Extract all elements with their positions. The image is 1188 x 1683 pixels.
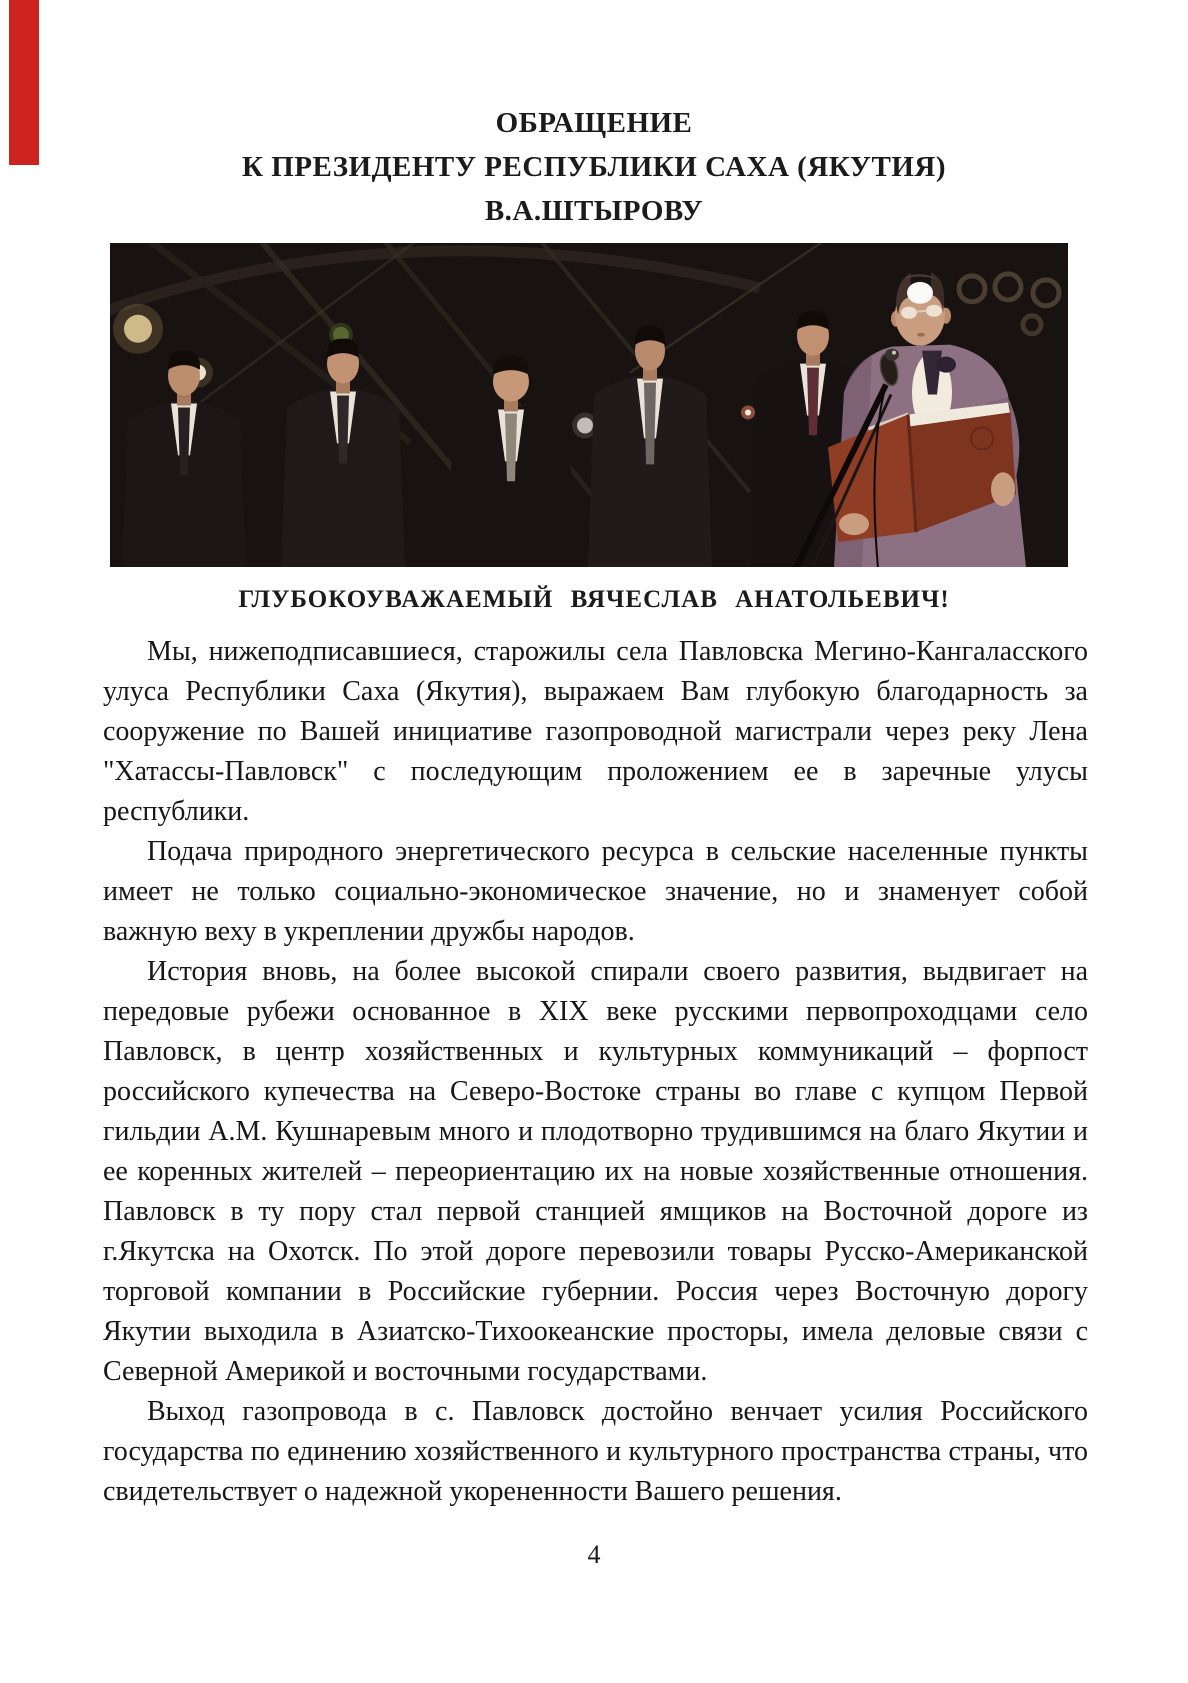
body-paragraph: Подача природного энергетического ресурса в сельские населенные пункты имеет не только социально-экономическое значение, но и знаменует собой важную веху в укреплении дружбы народов. — [103, 836, 1088, 947]
page-title — [0, 101, 1188, 233]
page-number: 4 — [587, 1540, 601, 1569]
letter-body — [103, 632, 1088, 1512]
hand — [839, 513, 869, 535]
glasses-glint — [901, 307, 917, 319]
title-line-1: ОБРАЩЕНИЕ — [495, 107, 693, 139]
salutation-heading: ГЛУБОКОУВАЖАЕМЫЙ ВЯЧЕСЛАВ АНАТОЛЬЕВИЧ! — [238, 586, 950, 613]
title-line-2: К ПРЕЗИДЕНТУ РЕСПУБЛИКИ САХА (ЯКУТИЯ) — [241, 151, 947, 183]
ceremony-photo — [110, 243, 1068, 567]
body-paragraph: Выход газопровода в с. Павловск достойно венчает усилия Российского государства по единению хозяйственного и культурного пространства страны, что свидетельствует о надежной укорененности Вашего решения. — [103, 1396, 1088, 1507]
flash-glare — [907, 282, 933, 304]
ceremony-photo-image — [110, 243, 1068, 567]
body-paragraph: Мы, нижеподписавшиеся, старожилы села Павловска Мегино-Кангаласского улуса Республики Саха (Якутия), выражаем Вам глубокую благодарность за сооружение по Вашей инициативе газопроводной магистрали через реку Лена "Хатассы-Павловск" с последующим проложением ее в заречные улусы республики. — [103, 636, 1088, 827]
hand — [991, 472, 1015, 506]
title-line-3: В.А.ШТЫРОВУ — [484, 195, 704, 227]
body-paragraph: История вновь, на более высокой спирали своего развития, выдвигает на передовые рубежи основанное в XIX веке русскими первопроходцами село Павловск, в центр хозяйственных и культурных коммуникаций – форпост российского купечества на Северо-Востоке страны во главе с купцом Первой гильдии А.М. Кушнаревым много и плодотворно трудившимся на благо Якутии и ее коренных жителей – переориентацию их на новые хозяйственные отношения. Павловск в ту пору стал первой станцией ямщиков на Восточной дороге из г.Якутска на Охотск. По этой дороге перевозили товары Русско-Американской торговой компании в Российские губернии. Россия через Восточную дорогу Якутии выходила в Азиатско-Тихоокеанские просторы, имела деловые связи с Северной Америкой и восточными государствами. — [103, 956, 1088, 1387]
